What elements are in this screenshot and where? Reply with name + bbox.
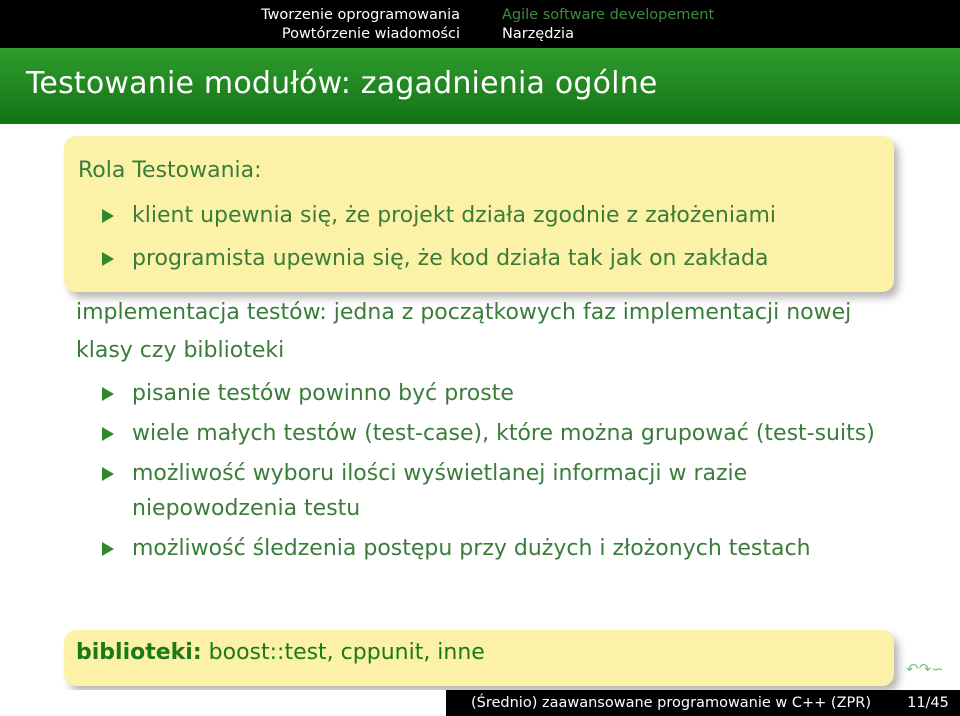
libraries-value: boost::test, cppunit, inne	[208, 640, 485, 665]
implementation-paragraph: implementacja testów: jedna z początkowych faz implementacji nowej klasy czy biblioteki	[76, 300, 852, 363]
list-item-text: wiele małych testów (test-case), które można grupować (test-suits)	[132, 421, 875, 446]
libraries-line	[76, 640, 485, 665]
list-item	[98, 237, 888, 280]
role-bullet-list	[98, 194, 888, 280]
footer	[0, 690, 960, 716]
nav-sections-right	[502, 6, 714, 44]
slide-content	[0, 124, 960, 686]
libraries-label: biblioteki:	[76, 640, 202, 665]
list-item-text: pisanie testów powinno być proste	[132, 381, 514, 406]
nav-link-narzedzia[interactable]: Narzędzia	[502, 26, 574, 42]
libraries-block	[64, 630, 894, 686]
nav-sections-left	[261, 6, 460, 44]
bullet-triangle-icon	[102, 387, 114, 401]
title-bar	[0, 48, 960, 124]
slide-title: Testowanie modułów: zagadnienia ogólne	[26, 66, 658, 101]
list-item	[98, 376, 898, 411]
list-item	[98, 416, 898, 451]
requirements-bullet-list	[98, 376, 898, 571]
block-title: Rola Testowania:	[78, 158, 262, 183]
list-item	[98, 531, 898, 566]
list-item-text: programista upewnia się, że kod działa tak jak on zakłada	[132, 246, 769, 271]
nav-link-agile[interactable]: Agile software developement	[502, 7, 715, 23]
top-navigation-bar	[0, 0, 960, 48]
bullet-triangle-icon	[102, 467, 114, 481]
footer-title: (Średnio) zaawansowane programowanie w C++ (ZPR)	[446, 690, 896, 716]
nav-link-tworzenie-oprogramowania[interactable]: Tworzenie oprogramowania	[261, 7, 460, 23]
nav-link-powtorzenie-wiadomosci[interactable]: Powtórzenie wiadomości	[281, 26, 460, 42]
bullet-triangle-icon	[102, 542, 114, 556]
list-item	[98, 456, 898, 526]
bullet-triangle-icon	[102, 427, 114, 441]
list-item-text: możliwość śledzenia postępu przy dużych i złożonych testach	[132, 536, 811, 561]
page-number: 11/45	[896, 690, 960, 716]
list-item	[98, 194, 888, 237]
list-item-text: możliwość wyboru ilości wyświetlanej informacji w razie niepowodzenia testu	[132, 461, 748, 521]
bullet-triangle-icon	[102, 252, 114, 266]
beamer-navigation-icon[interactable]: ↶↷∽	[906, 660, 944, 678]
bullet-triangle-icon	[102, 209, 114, 223]
list-item-text: klient upewnia się, że projekt działa zgodnie z założeniami	[132, 203, 776, 228]
